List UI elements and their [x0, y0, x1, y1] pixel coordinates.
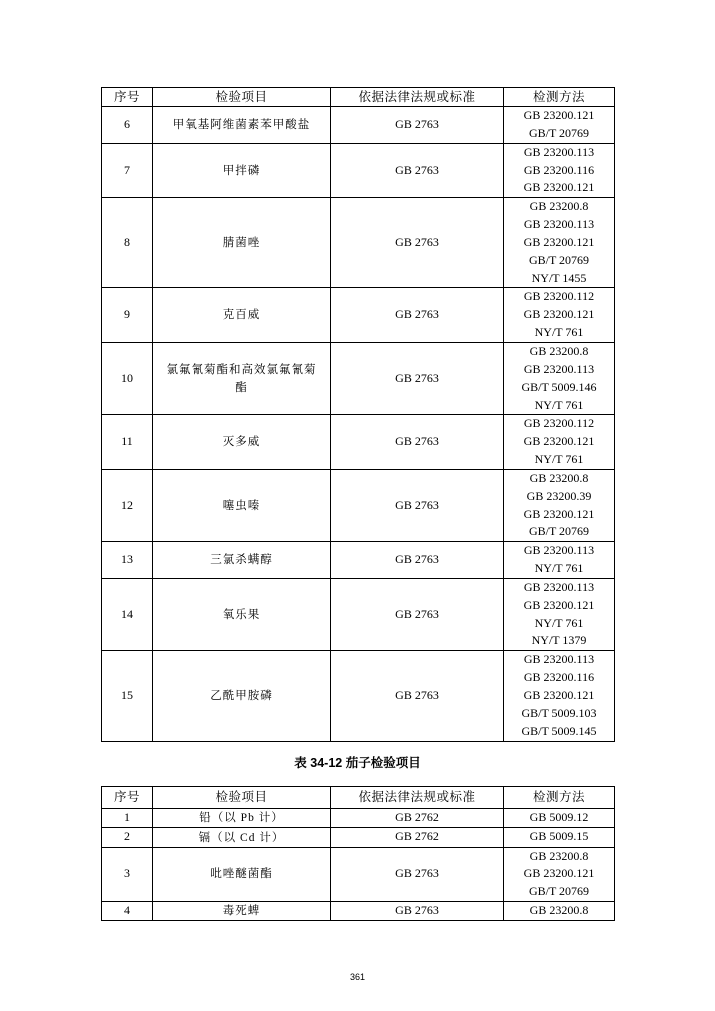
test-method-line: GB 23200.113 [523, 217, 595, 232]
table-row [102, 107, 615, 144]
cell-serial-no: 2 [102, 828, 153, 847]
test-item-name: 克百威 [222, 309, 261, 322]
cell-serial-no: 8 [102, 198, 153, 288]
cell-test-item [153, 288, 331, 343]
test-method-line: NY/T 1455 [531, 270, 587, 285]
cell-serial-no: 14 [102, 578, 153, 650]
cell-legal-standard: GB 2763 [331, 143, 504, 198]
test-method-line: GB 23200.113 [523, 579, 595, 594]
cell-serial-no: 4 [102, 902, 153, 921]
cell-test-methods [504, 809, 615, 828]
test-item-name: 灭多威 [222, 436, 261, 449]
test-method-line: GB 23200.113 [523, 543, 595, 558]
test-method-line: GB 23200.121 [523, 688, 595, 702]
test-method-line: GB 23200.8 [529, 343, 589, 358]
cell-legal-standard: GB 2763 [331, 415, 504, 470]
test-item-name: 氧乐果 [222, 608, 261, 621]
page-number: 361 [349, 972, 366, 982]
table-row [102, 342, 615, 414]
cell-legal-standard: GB 2763 [331, 288, 504, 343]
cell-test-item [153, 578, 331, 650]
cell-test-methods [504, 847, 615, 902]
test-item-name: 甲拌磷 [222, 164, 261, 177]
test-method-line: GB/T 20769 [528, 252, 590, 267]
table-row [102, 828, 615, 847]
test-method-line: NY/T 761 [534, 397, 584, 412]
cell-test-item [153, 828, 331, 847]
cell-legal-standard: GB 2763 [331, 107, 504, 144]
test-method-line: GB 23200.121 [523, 506, 595, 521]
table-row [102, 578, 615, 650]
test-item-name: 乙酰甲胺磷 [210, 690, 273, 703]
test-method-line: GB/T 5009.103 [521, 705, 597, 720]
cell-test-item [153, 651, 331, 741]
test-method-line: GB/T 20769 [528, 524, 590, 539]
cell-test-methods [504, 288, 615, 343]
test-method-line: GB 23200.112 [523, 289, 595, 304]
cell-test-item [153, 809, 331, 828]
test-method-line: NY/T 761 [534, 452, 584, 467]
header-serial-no: 序号 [102, 787, 153, 809]
header-serial-no: 序号 [102, 88, 153, 107]
cell-legal-standard: GB 2763 [331, 342, 504, 414]
test-item-name: 噻虫嗪 [222, 499, 261, 512]
test-method-line: GB 5009.15 [529, 829, 589, 844]
cell-serial-no: 15 [102, 651, 153, 741]
table-row [102, 415, 615, 470]
cell-test-methods [504, 415, 615, 470]
test-method-line: GB 23200.116 [523, 162, 595, 177]
test-method-line: GB 23200.121 [523, 180, 595, 195]
cell-serial-no: 3 [102, 847, 153, 902]
test-method-line: GB 23200.121 [523, 597, 595, 612]
test-method-line: NY/T 1379 [531, 633, 587, 648]
cell-test-item [153, 469, 331, 541]
table-header-row [102, 787, 615, 809]
cell-serial-no: 7 [102, 143, 153, 198]
test-method-line: NY/T 761 [534, 561, 584, 576]
header-test-method: 检测方法 [504, 787, 615, 809]
header-test-item: 检验项目 [153, 787, 331, 809]
table-row [102, 902, 615, 921]
eggplant-inspection-table [101, 786, 615, 921]
cell-test-item [153, 415, 331, 470]
test-method-line: GB/T 5009.145 [521, 723, 597, 738]
cell-test-item [153, 143, 331, 198]
cell-legal-standard: GB 2763 [331, 578, 504, 650]
test-method-line: GB 23200.121 [523, 108, 595, 122]
test-item-name: 铅（以 Pb 计） [199, 812, 284, 825]
test-item-name: 吡唑醚菌酯 [210, 868, 273, 881]
table-row [102, 143, 615, 198]
cell-test-item [153, 198, 331, 288]
table-row [102, 809, 615, 828]
test-method-line: GB 23200.116 [523, 670, 595, 685]
test-item-name: 氯氟氰菊酯和高效氯氟氰菊酯 [166, 363, 317, 394]
cell-legal-standard: GB 2763 [331, 469, 504, 541]
table-header-row [102, 88, 615, 107]
cell-serial-no: 12 [102, 469, 153, 541]
test-method-line: GB/T 5009.146 [521, 379, 597, 394]
test-method-line: GB/T 20769 [528, 884, 590, 899]
test-method-line: GB 23200.121 [523, 434, 595, 449]
test-item-name: 镉（以 Cd 计） [198, 831, 285, 844]
cell-test-item [153, 107, 331, 144]
cell-test-methods [504, 107, 615, 144]
header-legal-standard: 依据法律法规或标准 [331, 787, 504, 809]
table-row [102, 288, 615, 343]
cell-legal-standard: GB 2763 [331, 651, 504, 741]
cell-test-methods [504, 651, 615, 741]
cell-test-methods [504, 198, 615, 288]
header-test-item: 检验项目 [153, 88, 331, 107]
cell-test-methods [504, 143, 615, 198]
cell-serial-no: 10 [102, 342, 153, 414]
cell-serial-no: 13 [102, 542, 153, 579]
test-method-line: GB 23200.113 [523, 144, 595, 159]
test-item-name: 腈菌唑 [222, 236, 261, 249]
test-method-line: GB/T 20769 [528, 125, 590, 140]
table-row [102, 847, 615, 902]
test-method-line: GB 23200.8 [529, 199, 589, 214]
cell-legal-standard: GB 2763 [331, 198, 504, 288]
test-method-line: GB 23200.8 [529, 470, 589, 485]
cell-test-methods [504, 828, 615, 847]
cell-legal-standard: GB 2762 [331, 828, 504, 847]
table-row [102, 651, 615, 741]
test-method-line: GB 23200.121 [523, 307, 595, 322]
cell-legal-standard: GB 2763 [331, 847, 504, 902]
cell-test-methods [504, 542, 615, 579]
test-item-name: 甲氧基阿维菌素苯甲酸盐 [172, 118, 311, 131]
cell-legal-standard: GB 2763 [331, 542, 504, 579]
test-method-line: GB 23200.113 [523, 652, 595, 667]
cell-serial-no: 9 [102, 288, 153, 343]
cell-serial-no: 11 [102, 415, 153, 470]
test-method-line: GB 23200.113 [523, 361, 595, 376]
test-item-name: 三氯杀螨醇 [210, 554, 273, 567]
test-method-line: GB 23200.8 [529, 903, 589, 918]
test-method-line: GB 23200.39 [526, 488, 592, 503]
test-method-line: GB 23200.121 [523, 234, 595, 249]
test-method-line: GB 23200.121 [523, 866, 595, 881]
cell-serial-no: 6 [102, 107, 153, 144]
cell-test-item [153, 847, 331, 902]
inspection-table-continued [101, 87, 615, 742]
table-row [102, 469, 615, 541]
test-method-line: GB 5009.12 [529, 810, 589, 825]
cell-test-methods [504, 902, 615, 921]
cell-test-methods [504, 469, 615, 541]
cell-test-item [153, 342, 331, 414]
table-caption: 表 34-12 茄子检验项目 [294, 756, 421, 770]
cell-serial-no: 1 [102, 809, 153, 828]
test-item-name: 毒死蜱 [222, 905, 261, 918]
test-method-line: GB 23200.8 [529, 848, 589, 863]
cell-test-item [153, 902, 331, 921]
cell-test-methods [504, 578, 615, 650]
test-method-line: GB 23200.112 [523, 416, 595, 431]
test-method-line: NY/T 761 [534, 615, 584, 630]
header-legal-standard: 依据法律法规或标准 [331, 88, 504, 107]
cell-legal-standard: GB 2763 [331, 902, 504, 921]
table-row [102, 198, 615, 288]
table-row [102, 542, 615, 579]
test-method-line: NY/T 761 [534, 325, 584, 340]
header-test-method: 检测方法 [504, 88, 615, 107]
cell-legal-standard: GB 2762 [331, 809, 504, 828]
cell-test-methods [504, 342, 615, 414]
cell-test-item [153, 542, 331, 579]
